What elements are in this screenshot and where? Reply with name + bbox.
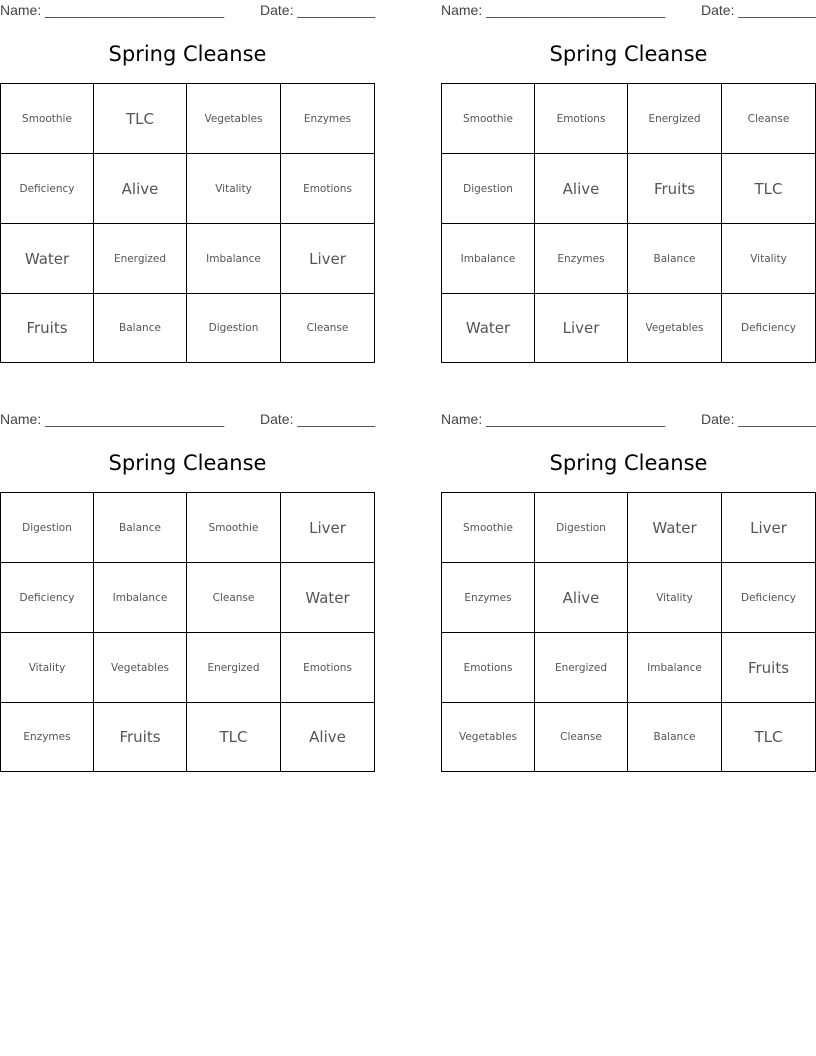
- bingo-cell: TLC: [754, 728, 783, 746]
- name-field: Name: _______________________: [441, 411, 666, 427]
- bingo-cell: Fruits: [722, 633, 815, 703]
- bingo-cell: Enzymes: [281, 84, 374, 154]
- bingo-grid: [0, 83, 375, 363]
- bingo-cell: Enzymes: [442, 563, 535, 633]
- bingo-cell: Alive: [309, 728, 346, 746]
- date-field: Date: __________: [701, 2, 816, 18]
- bingo-cell: Digestion: [1, 493, 94, 563]
- bingo-cell: Balance: [94, 493, 187, 563]
- bingo-cell: Enzymes: [535, 224, 628, 294]
- bingo-cell: Vitality: [187, 154, 281, 224]
- bingo-cell: Emotions: [281, 154, 374, 224]
- name-field: Name: _______________________: [441, 2, 666, 18]
- bingo-cell: Emotions: [281, 633, 374, 703]
- bingo-cell: Fruits: [94, 703, 187, 771]
- card-header: [441, 0, 816, 20]
- date-field: Date: __________: [260, 411, 376, 427]
- name-field: Name: _______________________: [0, 2, 225, 18]
- bingo-cell: Smoothie: [442, 84, 535, 154]
- bingo-grid: [441, 83, 816, 363]
- bingo-cell: TLC: [722, 154, 815, 224]
- bingo-cell: Cleanse: [187, 563, 281, 633]
- card-title: Spring Cleanse: [549, 451, 708, 475]
- bingo-cell: Alive: [94, 154, 187, 224]
- bingo-cell: Energized: [535, 633, 628, 703]
- card-title: Spring Cleanse: [108, 42, 267, 66]
- bingo-cell: Vegetables: [187, 84, 281, 154]
- bingo-cell: TLC: [187, 703, 281, 771]
- bingo-cell: Imbalance: [94, 563, 187, 633]
- bingo-cell: Alive: [535, 154, 628, 224]
- bingo-cell: Digestion: [442, 154, 535, 224]
- bingo-cell: Liver: [281, 493, 374, 563]
- bingo-cell: Balance: [94, 294, 187, 362]
- bingo-cell: Energized: [94, 224, 187, 294]
- bingo-cell: Water: [281, 563, 374, 633]
- card-header: [441, 409, 816, 429]
- bingo-cell: Digestion: [187, 294, 281, 362]
- bingo-cell: Deficiency: [741, 322, 796, 334]
- bingo-cell: TLC: [94, 84, 187, 154]
- bingo-cell: Water: [1, 224, 94, 294]
- bingo-cell: Vitality: [628, 563, 722, 633]
- bingo-cell: Water: [442, 294, 535, 362]
- bingo-cell: Liver: [535, 294, 628, 362]
- bingo-cell: Water: [628, 493, 722, 563]
- bingo-cell: Emotions: [442, 633, 535, 703]
- bingo-cell: Smoothie: [1, 84, 94, 154]
- bingo-cell: Cleanse: [722, 84, 815, 154]
- bingo-card: [0, 409, 376, 746]
- bingo-grid: [441, 492, 816, 772]
- bingo-card: [441, 409, 816, 746]
- bingo-cell: Deficiency: [1, 154, 94, 224]
- bingo-cell: Vitality: [722, 224, 815, 294]
- bingo-cell: Fruits: [628, 154, 722, 224]
- bingo-cell: Balance: [628, 224, 722, 294]
- bingo-card: [0, 0, 376, 337]
- name-field: Name: _______________________: [0, 411, 225, 427]
- bingo-cell: Imbalance: [628, 633, 722, 703]
- bingo-cell: Liver: [281, 224, 374, 294]
- bingo-cell: Energized: [187, 633, 281, 703]
- bingo-cell: Fruits: [1, 294, 94, 362]
- bingo-cell: Imbalance: [442, 224, 535, 294]
- bingo-card: [441, 0, 816, 337]
- card-title: Spring Cleanse: [108, 451, 267, 475]
- bingo-cell: Emotions: [535, 84, 628, 154]
- bingo-cell: Cleanse: [306, 322, 349, 334]
- bingo-cell: Cleanse: [535, 703, 628, 771]
- bingo-cell: Vitality: [1, 633, 94, 703]
- bingo-cell: Balance: [628, 703, 722, 771]
- bingo-cell: Enzymes: [1, 703, 94, 771]
- card-header: [0, 409, 375, 429]
- card-title: Spring Cleanse: [549, 42, 708, 66]
- date-field: Date: __________: [701, 411, 816, 427]
- bingo-cell: Smoothie: [442, 493, 535, 563]
- bingo-cell: Alive: [535, 563, 628, 633]
- bingo-cell: Deficiency: [1, 563, 94, 633]
- bingo-cell: Deficiency: [722, 563, 815, 633]
- bingo-cell: Imbalance: [187, 224, 281, 294]
- bingo-cell: Vegetables: [94, 633, 187, 703]
- bingo-cell: Vegetables: [442, 703, 535, 771]
- bingo-cell: Vegetables: [628, 294, 722, 362]
- bingo-cell: Liver: [722, 493, 815, 563]
- bingo-grid: [0, 492, 375, 772]
- bingo-cell: Smoothie: [187, 493, 281, 563]
- bingo-cell: Digestion: [535, 493, 628, 563]
- date-field: Date: __________: [260, 2, 376, 18]
- card-header: [0, 0, 375, 20]
- bingo-cell: Energized: [628, 84, 722, 154]
